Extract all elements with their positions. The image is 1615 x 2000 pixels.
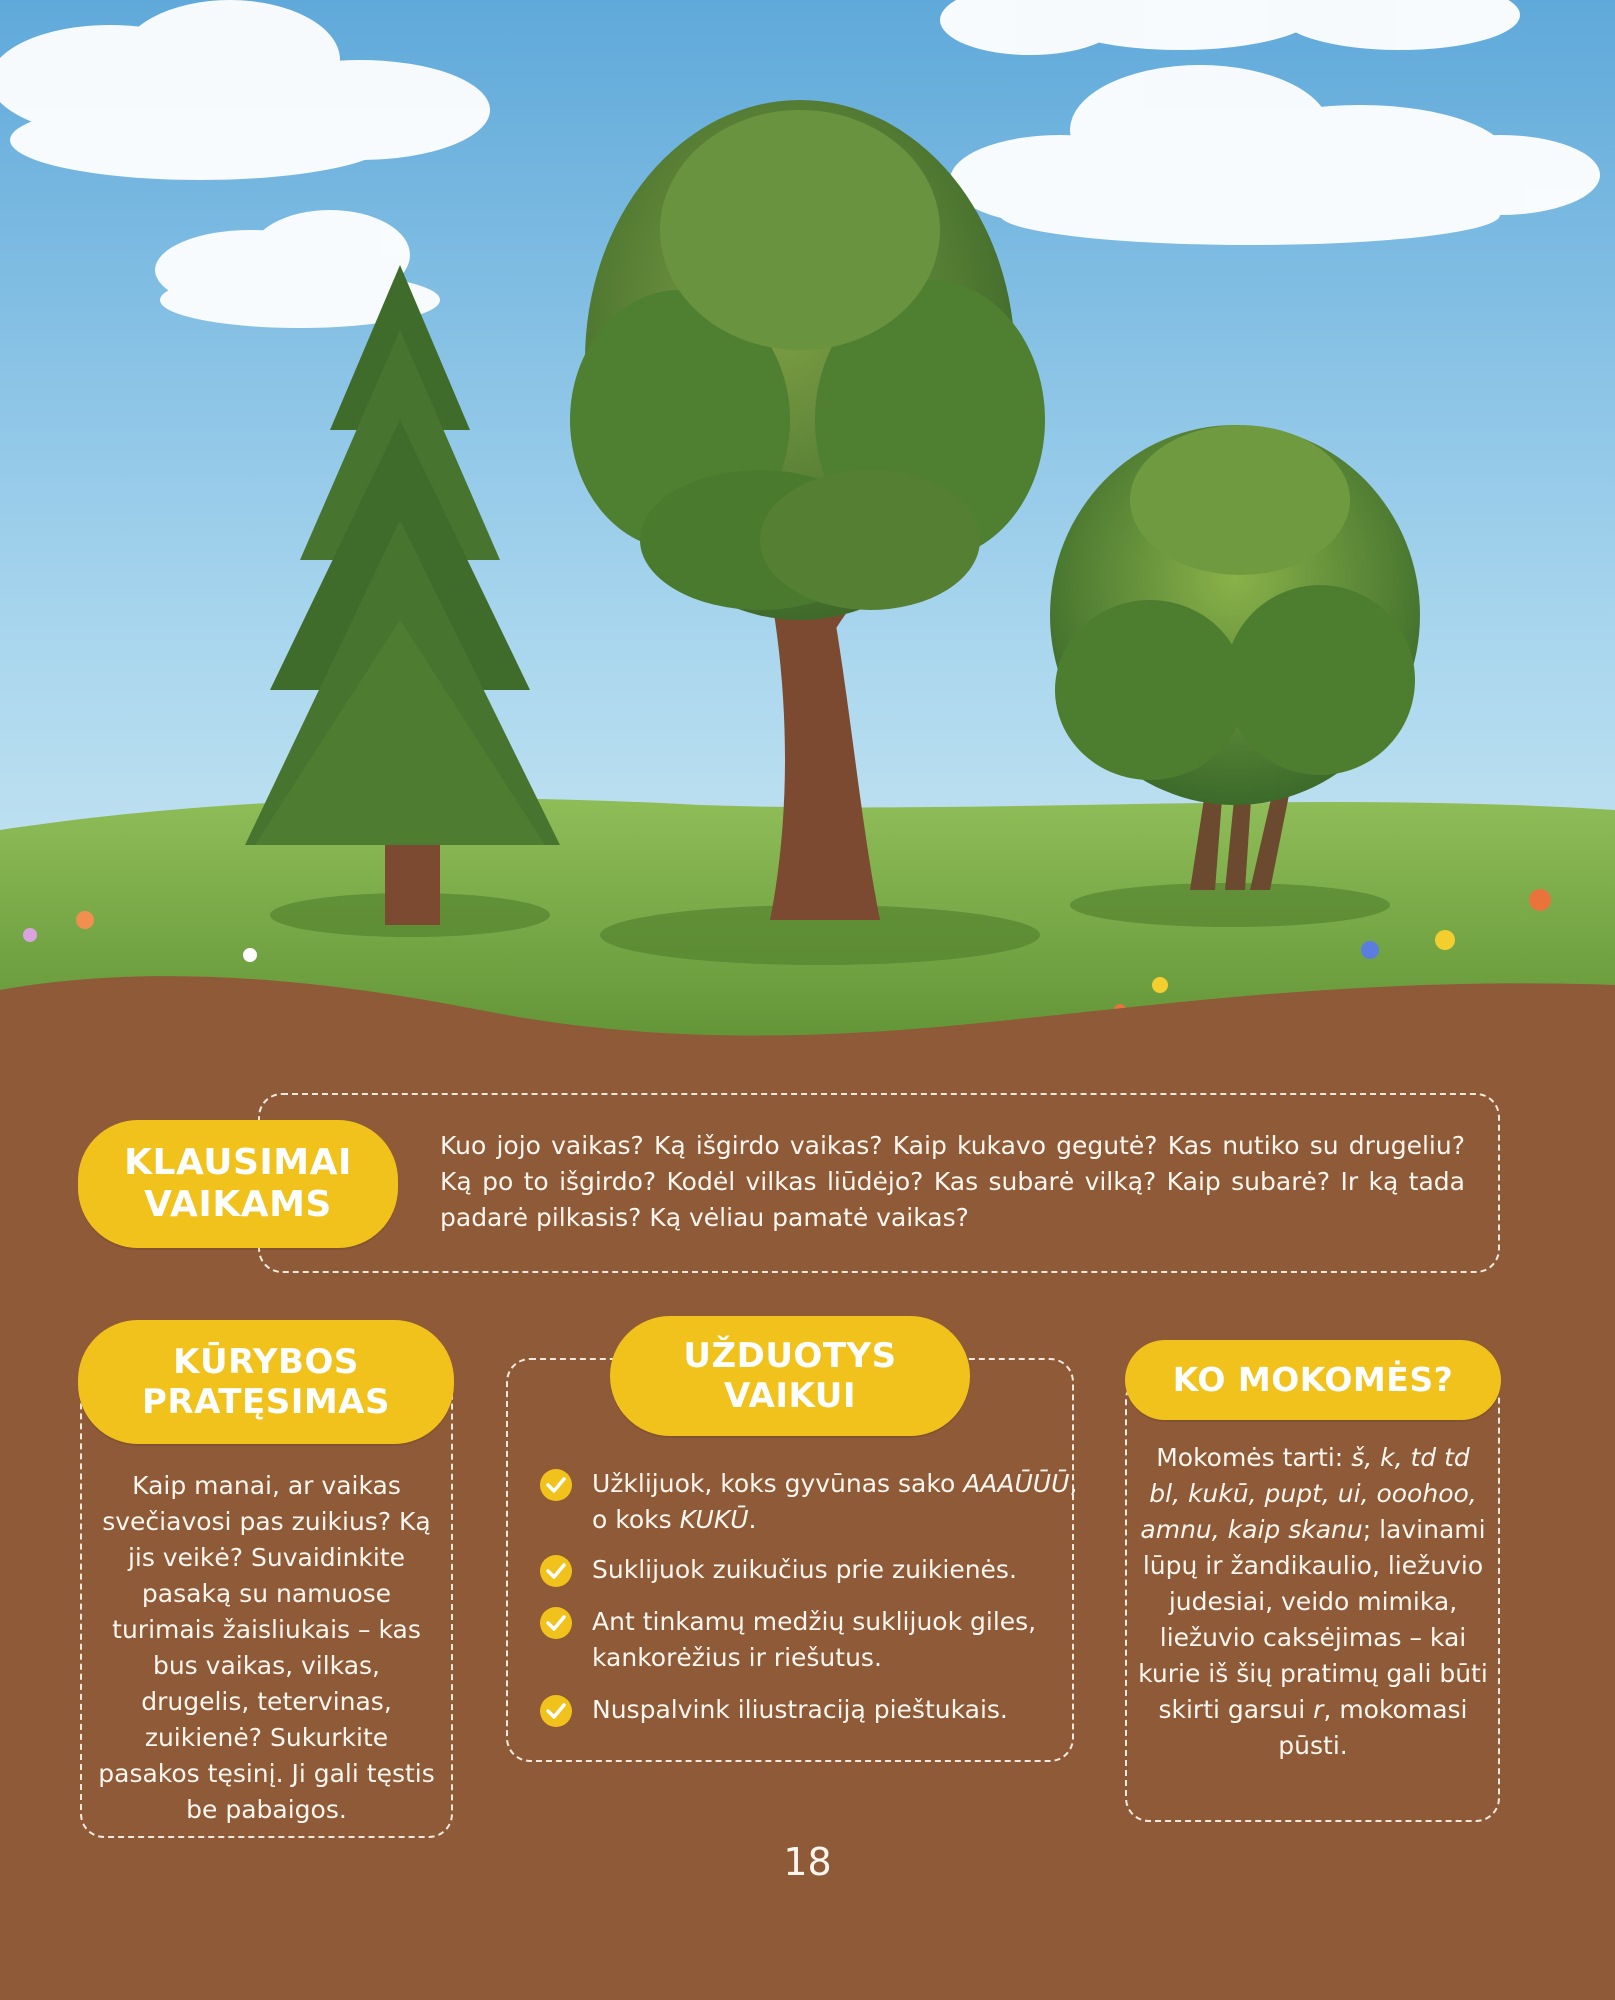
task-item-4-label: Nuspalvink iliustraciją pieštukais.: [592, 1695, 1008, 1724]
learning-middle: ; lavinami lūpų ir žandikaulio, liežuvio judesiai, veido mimika, liežuvio caksėjimas – kai kurie iš šių pratimų gali būti skirti garsui: [1138, 1515, 1488, 1724]
task-item-3-label: Ant tinkamų medžių suklijuok giles, kankorėžius ir riešutus.: [592, 1607, 1037, 1672]
questions-text: Kuo jojo vaikas? Ką išgirdo vaikas? Kaip kukavo gegutė? Kas nutiko su drugeliu? Ką po to išgirdo? Kodėl vilkas liūdėjo? Kas subarė vilką? Kaip subarė? Ir ką tada padarė pilkasis? Ką vėliau pamatė vaikas?: [440, 1131, 1465, 1232]
learning-sounds: š, k, td td bl, kukū, pupt, ui, ooohoo, amnu, kaip skanu: [1140, 1443, 1477, 1544]
learning-title-pill: [1125, 1340, 1501, 1420]
questions-title-line2: VAIKAMS: [144, 1184, 332, 1225]
checkmark-icon: [540, 1469, 572, 1501]
task-item-2-label: Suklijuok zuikučius prie zuikienės.: [592, 1555, 1017, 1584]
task-item-1-before: Užklijuok, koks gyvūnas sako: [592, 1469, 964, 1498]
checkmark-icon: [540, 1607, 572, 1639]
task-item-1-emphasis-1: AAAŪŪŪ: [963, 1469, 1070, 1498]
learning-letter: r: [1313, 1695, 1324, 1724]
tasks-title-pill: [610, 1316, 970, 1436]
page-number: 18: [783, 1840, 832, 1884]
learning-title: KO MOKOMĖS?: [1172, 1359, 1454, 1399]
creative-title-line1: KŪRYBOS: [173, 1341, 359, 1382]
creative-text: Kaip manai, ar vaikas svečiavosi pas zuikius? Ką jis veikė? Suvaidinkite pasaką su namuose turimais žaisliukais – kas bus vaikas, vilkas, drugelis, tetervinas, zuikienė? Sukurkite pasakos tęsinį. Ji gali tęstis be pabaigos.: [98, 1471, 435, 1824]
task-item-3: [540, 1604, 1080, 1676]
task-item-1-middle: , o koks: [592, 1469, 1078, 1534]
learning-suffix: , mokomasi pūsti.: [1278, 1695, 1468, 1760]
learning-text: [1138, 1440, 1488, 1764]
task-item-1-after: .: [748, 1505, 757, 1534]
questions-title-line1: KLAUSIMAI: [124, 1141, 352, 1183]
checkmark-icon: [540, 1695, 572, 1727]
task-item-1-emphasis-2: KUKŪ: [679, 1505, 749, 1534]
learning-prefix: Mokomės tarti:: [1156, 1443, 1352, 1472]
tasks-title-line1: UŽDUOTYS: [683, 1335, 897, 1376]
creative-title-pill: [78, 1320, 454, 1444]
tasks-title-line2: VAIKUI: [724, 1376, 856, 1416]
creative-title-line2: PRATĘSIMAS: [142, 1382, 390, 1422]
task-item-4: [540, 1692, 1080, 1728]
checkmark-icon: [540, 1555, 572, 1587]
task-item-2: [540, 1552, 1080, 1588]
task-item-1-label: [592, 1466, 1080, 1538]
cloud-icon: [940, 0, 1520, 55]
task-item-1: [540, 1466, 1080, 1538]
questions-title-pill: [78, 1120, 398, 1248]
